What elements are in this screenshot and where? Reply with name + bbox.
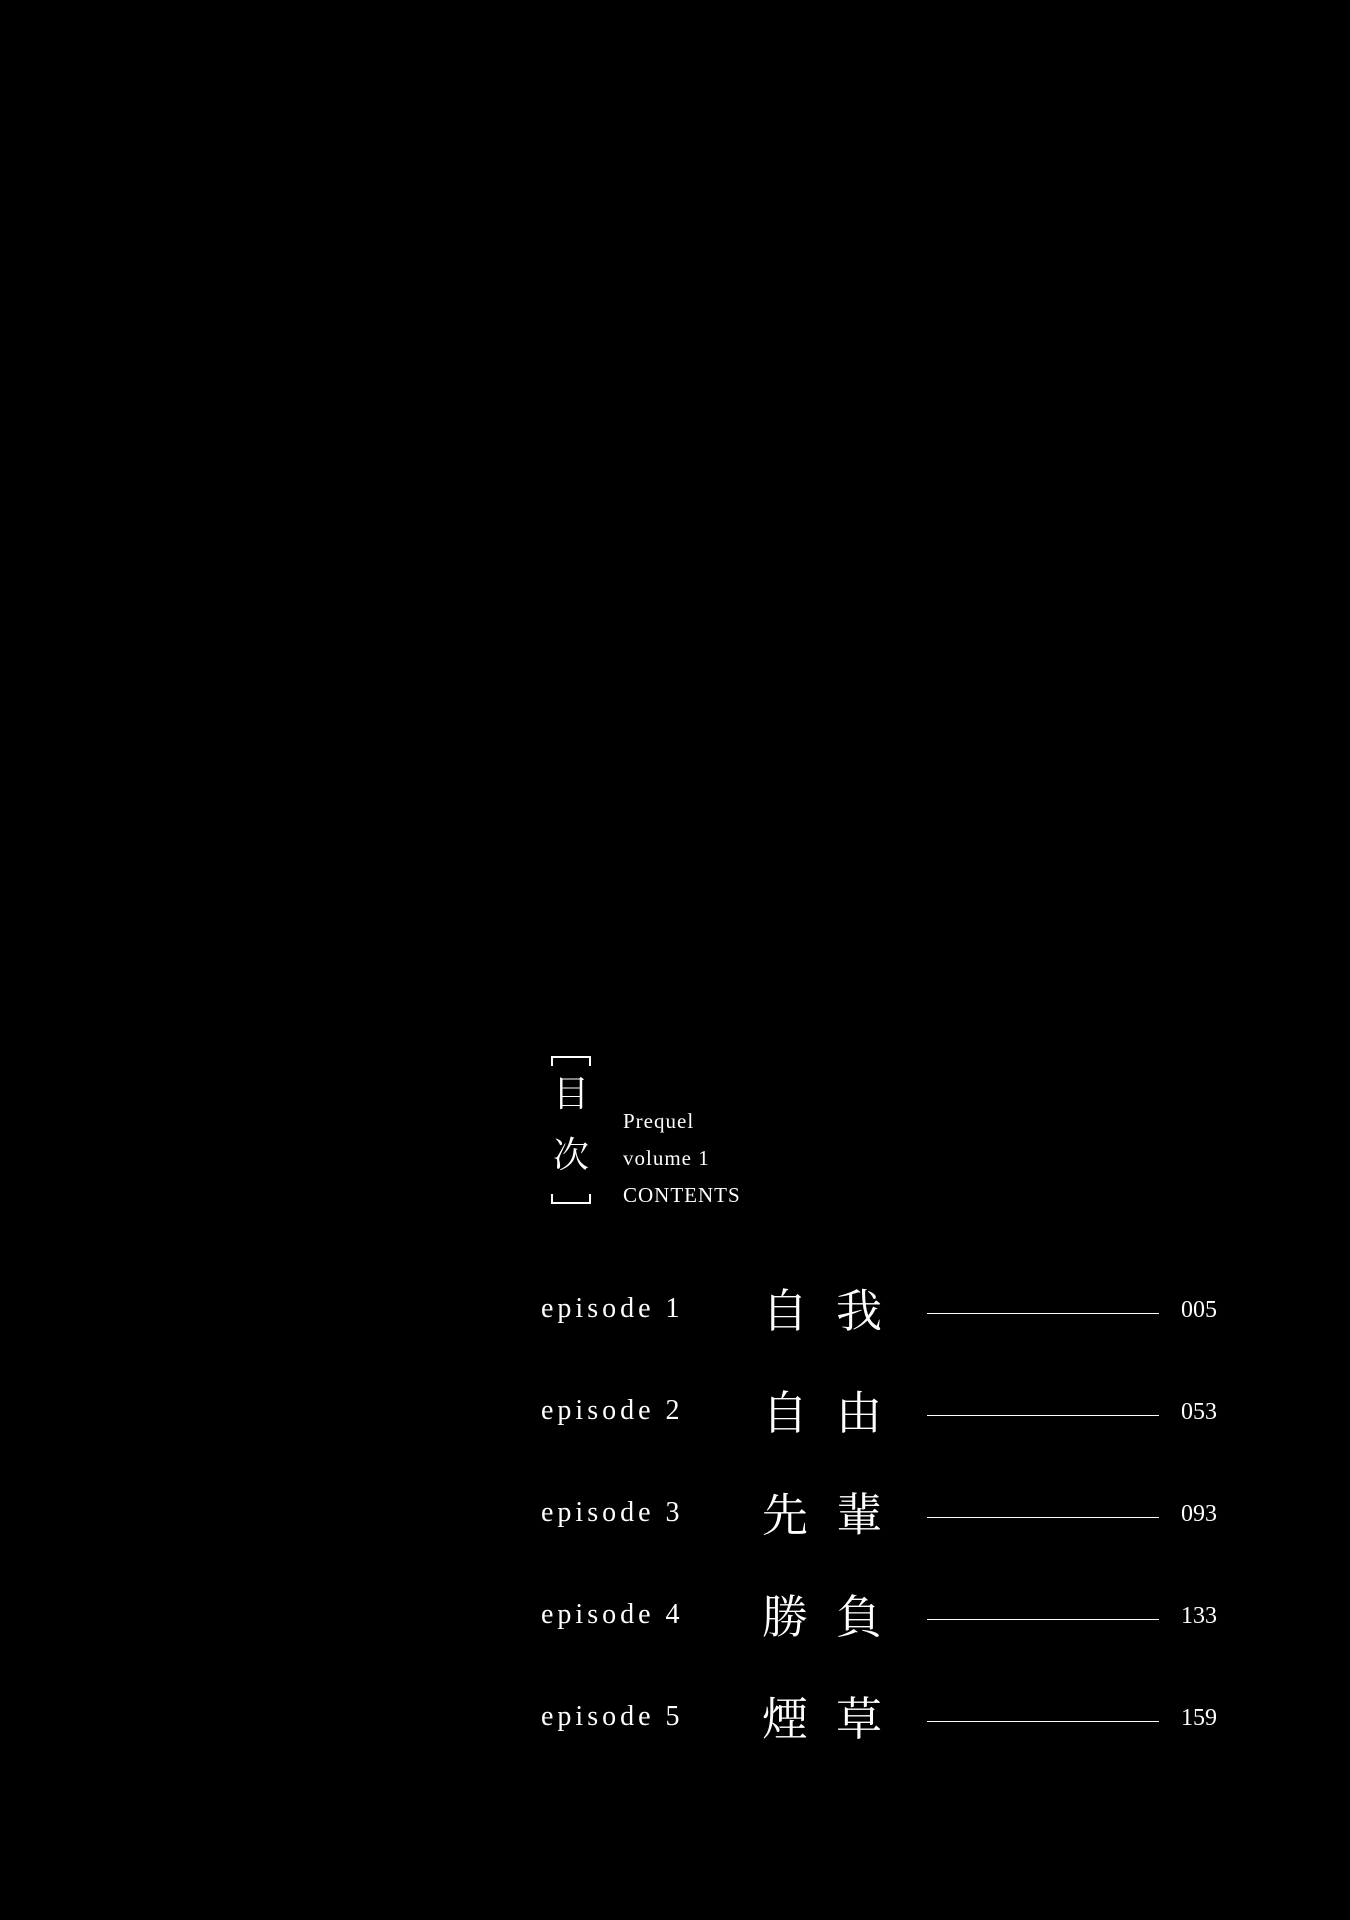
episode-row[interactable] [0,1385,1350,1445]
volume-subtitle [623,1103,741,1214]
subtitle-line-volume: volume 1 [623,1146,710,1170]
episode-title: 煙草 [762,1692,910,1746]
episode-label: episode 4 [541,1599,684,1630]
episode-label: episode 3 [541,1497,684,1528]
subtitle-line-prequel: Prequel [623,1109,695,1133]
heading-kanji-top: 目 [552,1074,589,1115]
episode-page-number: 159 [1181,1705,1217,1731]
episode-page-number: 133 [1181,1603,1217,1629]
episode-title: 勝負 [762,1590,910,1644]
episode-title: 自由 [762,1386,910,1440]
leader-line [927,1721,1159,1722]
leader-line [927,1517,1159,1518]
episode-label: episode 1 [541,1293,684,1324]
episode-row[interactable] [0,1589,1350,1649]
episode-page-number: 005 [1181,1297,1217,1323]
episode-row[interactable] [0,1487,1350,1547]
leader-line [927,1415,1159,1416]
bracket-bottom [551,1194,591,1204]
episode-title: 先輩 [762,1488,910,1542]
contents-heading [551,1056,593,1204]
episode-page-number: 053 [1181,1399,1217,1425]
episode-page-number: 093 [1181,1501,1217,1527]
heading-kanji-bottom: 次 [552,1135,589,1176]
episode-row[interactable] [0,1691,1350,1751]
episode-label: episode 2 [541,1395,684,1426]
leader-line [927,1313,1159,1314]
bracket-top [551,1056,591,1066]
subtitle-line-contents: CONTENTS [623,1183,741,1207]
episode-label: episode 5 [541,1701,684,1732]
episode-row[interactable] [0,1283,1350,1343]
leader-line [927,1619,1159,1620]
episode-title: 自我 [762,1284,910,1338]
